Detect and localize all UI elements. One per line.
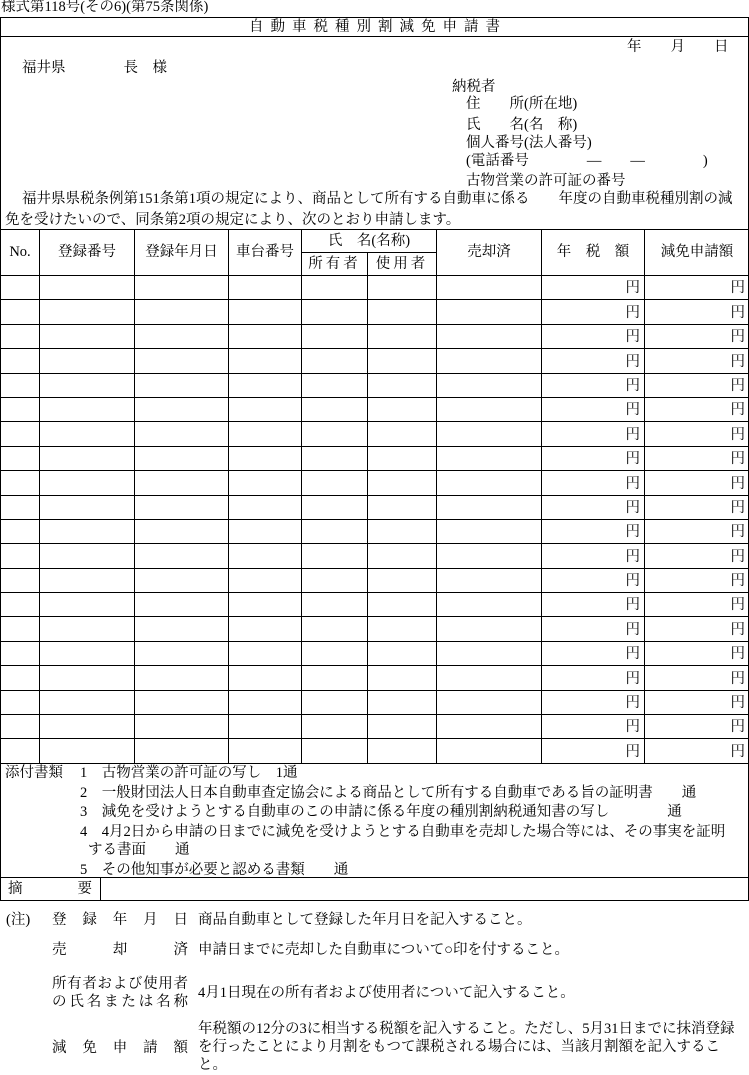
note-label-registration-date <box>52 912 188 929</box>
cell-reduction-amount: 円 <box>645 617 749 641</box>
cell-owner-name <box>302 715 368 739</box>
application-statement-line: 免を受けたいので、同条第2項の規定により、次のとおり申請します。 <box>5 212 461 228</box>
attachment-item-continuation: する書面 通 <box>88 842 190 858</box>
cell-registration-number <box>40 568 135 592</box>
cell-sold-mark <box>437 495 542 519</box>
cell-chassis-number <box>229 373 302 397</box>
cell-no <box>1 300 40 324</box>
cell-registration-number <box>40 446 135 470</box>
header-no: No. <box>1 230 40 276</box>
cell-registration-date <box>135 300 229 324</box>
note-description-line: 年税額の12分の3に相当する税額を記入すること。ただし、5月31日までに抹消登録 <box>198 1021 735 1037</box>
cell-annual-tax: 円 <box>542 373 645 397</box>
cell-registration-number <box>40 690 135 714</box>
cell-user-name <box>368 373 437 397</box>
taxpayer-phone-label: (電話番号 — — ) <box>466 153 708 169</box>
cell-chassis-number <box>229 715 302 739</box>
cell-user-name <box>368 324 437 348</box>
cell-reduction-amount: 円 <box>645 593 749 617</box>
cell-reduction-amount: 円 <box>645 324 749 348</box>
cell-registration-date <box>135 690 229 714</box>
cell-no <box>1 617 40 641</box>
cell-sold-mark <box>437 715 542 739</box>
cell-sold-mark <box>437 349 542 373</box>
note-label-sold <box>52 942 188 959</box>
cell-chassis-number <box>229 446 302 470</box>
cell-chassis-number <box>229 568 302 592</box>
cell-chassis-number <box>229 471 302 495</box>
cell-reduction-amount: 円 <box>645 276 749 300</box>
remarks-column-divider <box>100 877 101 900</box>
cell-annual-tax: 円 <box>542 641 645 665</box>
application-form-box <box>0 17 749 901</box>
cell-owner-name <box>302 739 368 763</box>
cell-reduction-amount: 円 <box>645 446 749 470</box>
cell-owner-name <box>302 519 368 543</box>
taxpayer-id-number-label: 個人番号(法人番号) <box>466 135 592 151</box>
cell-chassis-number <box>229 544 302 568</box>
note-description-reduction-amount <box>198 1020 743 1074</box>
cell-owner-name <box>302 324 368 348</box>
cell-reduction-amount: 円 <box>645 641 749 665</box>
table-row <box>1 641 749 665</box>
cell-registration-number <box>40 397 135 421</box>
cell-no <box>1 666 40 690</box>
cell-registration-number <box>40 666 135 690</box>
remarks-label: 摘 要 <box>8 881 92 897</box>
cell-annual-tax: 円 <box>542 276 645 300</box>
cell-no <box>1 446 40 470</box>
cell-owner-name <box>302 593 368 617</box>
cell-owner-name <box>302 544 368 568</box>
cell-reduction-amount: 円 <box>645 300 749 324</box>
cell-registration-number <box>40 641 135 665</box>
header-name: 氏 名(名称) <box>302 230 437 253</box>
cell-registration-number <box>40 739 135 763</box>
cell-no <box>1 641 40 665</box>
cell-annual-tax: 円 <box>542 300 645 324</box>
form-title-bar <box>1 18 748 37</box>
attachments-label: 添付書類 <box>5 765 63 781</box>
cell-registration-number <box>40 300 135 324</box>
cell-registration-date <box>135 568 229 592</box>
table-row <box>1 495 749 519</box>
remarks-divider <box>1 877 748 878</box>
cell-no <box>1 495 40 519</box>
header-sold: 売却済 <box>437 230 542 276</box>
cell-owner-name <box>302 446 368 470</box>
antique-dealer-license-label: 古物営業の許可証の番号 <box>466 173 626 189</box>
table-row <box>1 300 749 324</box>
cell-sold-mark <box>437 641 542 665</box>
attachment-item: 3 減免を受けようとする自動車のこの申請に係る年度の種別割納税通知書の写し 通 <box>80 804 682 820</box>
cell-registration-date <box>135 666 229 690</box>
table-row <box>1 349 749 373</box>
header-owner: 所有者 <box>302 253 368 276</box>
cell-no <box>1 349 40 373</box>
cell-owner-name <box>302 666 368 690</box>
cell-reduction-amount: 円 <box>645 715 749 739</box>
note-description-line: と。 <box>198 1057 227 1073</box>
application-statement-line: 福井県県税条例第151条第1項の規定により、商品として所有する自動車に係る 年度の自動車税種別割の減 <box>22 191 733 207</box>
cell-registration-date <box>135 397 229 421</box>
note-description-line: を行ったことにより月割をもつて課税される場合には、当該月割額を記入するこ <box>198 1039 720 1055</box>
taxpayer-address-label: 住 所(所在地) <box>466 96 578 112</box>
cell-user-name <box>368 715 437 739</box>
cell-chassis-number <box>229 617 302 641</box>
table-row <box>1 593 749 617</box>
notes-marker: (注) <box>6 912 31 928</box>
cell-user-name <box>368 544 437 568</box>
cell-chassis-number <box>229 397 302 421</box>
header-row <box>1 230 749 253</box>
cell-registration-date <box>135 349 229 373</box>
attachment-item: 1 古物営業の許可証の写し 1通 <box>80 765 298 781</box>
cell-registration-date <box>135 276 229 300</box>
cell-registration-number <box>40 519 135 543</box>
cell-sold-mark <box>437 397 542 421</box>
cell-reduction-amount: 円 <box>645 349 749 373</box>
cell-sold-mark <box>437 544 542 568</box>
cell-registration-date <box>135 471 229 495</box>
cell-annual-tax: 円 <box>542 544 645 568</box>
cell-annual-tax: 円 <box>542 397 645 421</box>
cell-registration-number <box>40 471 135 495</box>
cell-sold-mark <box>437 324 542 348</box>
header-reduction-amount: 減免申請額 <box>645 230 749 276</box>
cell-sold-mark <box>437 422 542 446</box>
cell-registration-date <box>135 641 229 665</box>
cell-sold-mark <box>437 373 542 397</box>
cell-user-name <box>368 641 437 665</box>
attachment-item: 5 その他知事が必要と認める書類 通 <box>80 862 349 878</box>
cell-registration-date <box>135 495 229 519</box>
cell-annual-tax: 円 <box>542 666 645 690</box>
taxpayer-label: 納税者 <box>452 79 496 95</box>
cell-user-name <box>368 568 437 592</box>
cell-no <box>1 276 40 300</box>
cell-registration-number <box>40 593 135 617</box>
table-row <box>1 666 749 690</box>
note-label-line: 所有者および使用者 <box>52 976 188 992</box>
cell-owner-name <box>302 349 368 373</box>
cell-user-name <box>368 446 437 470</box>
cell-owner-name <box>302 617 368 641</box>
cell-annual-tax: 円 <box>542 349 645 373</box>
cell-chassis-number <box>229 519 302 543</box>
table-row <box>1 324 749 348</box>
cell-registration-number <box>40 495 135 519</box>
cell-chassis-number <box>229 324 302 348</box>
cell-user-name <box>368 666 437 690</box>
cell-owner-name <box>302 276 368 300</box>
cell-reduction-amount: 円 <box>645 690 749 714</box>
cell-registration-number <box>40 349 135 373</box>
table-row <box>1 568 749 592</box>
attachment-item: 4 4月2日から申請の日までに減免を受けようとする自動車を売却した場合等には、その事実を証明 <box>80 824 726 840</box>
cell-reduction-amount: 円 <box>645 666 749 690</box>
cell-owner-name <box>302 495 368 519</box>
cell-sold-mark <box>437 739 542 763</box>
cell-reduction-amount: 円 <box>645 397 749 421</box>
cell-user-name <box>368 422 437 446</box>
table-row <box>1 544 749 568</box>
taxpayer-name-label: 氏 名(名 称) <box>466 117 578 133</box>
attachment-item: 2 一般財団法人日本自動車査定協会による商品として所有する自動車である旨の証明書 通 <box>80 785 697 801</box>
cell-sold-mark <box>437 471 542 495</box>
cell-registration-date <box>135 324 229 348</box>
cell-sold-mark <box>437 568 542 592</box>
cell-no <box>1 373 40 397</box>
header-annual-tax: 年 税 額 <box>542 230 645 276</box>
note-label-line: の氏名または名称 <box>52 994 188 1010</box>
cell-user-name <box>368 617 437 641</box>
table-row <box>1 715 749 739</box>
cell-sold-mark <box>437 519 542 543</box>
cell-annual-tax: 円 <box>542 715 645 739</box>
note-label-line: 登 録 年 月 日 <box>52 912 188 928</box>
cell-owner-name <box>302 397 368 421</box>
cell-chassis-number <box>229 495 302 519</box>
cell-reduction-amount: 円 <box>645 471 749 495</box>
cell-no <box>1 422 40 446</box>
cell-chassis-number <box>229 690 302 714</box>
addressee: 福井県 長 様 <box>22 60 167 76</box>
table-row <box>1 471 749 495</box>
cell-chassis-number <box>229 300 302 324</box>
cell-no <box>1 519 40 543</box>
vehicle-table <box>0 229 749 764</box>
cell-chassis-number <box>229 349 302 373</box>
cell-reduction-amount: 円 <box>645 422 749 446</box>
cell-sold-mark <box>437 593 542 617</box>
cell-user-name <box>368 300 437 324</box>
cell-registration-date <box>135 593 229 617</box>
cell-sold-mark <box>437 617 542 641</box>
cell-user-name <box>368 349 437 373</box>
cell-annual-tax: 円 <box>542 471 645 495</box>
note-label-owner-user-name <box>52 975 188 1011</box>
cell-no <box>1 471 40 495</box>
header-registration-number: 登録番号 <box>40 230 135 276</box>
form-title: 自動車税種別割減免申請書 <box>249 19 507 35</box>
cell-registration-date <box>135 446 229 470</box>
header-chassis-number: 車台番号 <box>229 230 302 276</box>
cell-annual-tax: 円 <box>542 446 645 470</box>
cell-registration-number <box>40 544 135 568</box>
cell-user-name <box>368 397 437 421</box>
cell-user-name <box>368 495 437 519</box>
table-row <box>1 690 749 714</box>
vehicle-table-body <box>1 276 749 764</box>
cell-registration-number <box>40 276 135 300</box>
cell-registration-date <box>135 373 229 397</box>
cell-chassis-number <box>229 593 302 617</box>
cell-sold-mark <box>437 666 542 690</box>
application-date-line: 年 月 日 <box>627 39 729 55</box>
table-row <box>1 373 749 397</box>
cell-sold-mark <box>437 276 542 300</box>
cell-owner-name <box>302 422 368 446</box>
cell-reduction-amount: 円 <box>645 568 749 592</box>
note-description-sold: 申請日までに売却した自動車について○印を付すること。 <box>198 942 569 958</box>
cell-owner-name <box>302 568 368 592</box>
cell-registration-number <box>40 324 135 348</box>
cell-registration-number <box>40 715 135 739</box>
vehicle-table-header <box>1 230 749 276</box>
note-label-line: 売 却 済 <box>52 942 188 958</box>
cell-user-name <box>368 739 437 763</box>
table-row <box>1 617 749 641</box>
cell-reduction-amount: 円 <box>645 519 749 543</box>
cell-chassis-number <box>229 739 302 763</box>
cell-no <box>1 690 40 714</box>
note-label-line: 減 免 申 請 額 <box>52 1040 188 1056</box>
form-number: 様式第118号(その6)(第75条関係) <box>1 0 209 15</box>
note-label-reduction-amount <box>52 1040 188 1057</box>
cell-no <box>1 568 40 592</box>
note-description-registration-date: 商品自動車として登録した年月日を記入すること。 <box>198 912 532 928</box>
cell-no <box>1 715 40 739</box>
cell-annual-tax: 円 <box>542 422 645 446</box>
cell-chassis-number <box>229 641 302 665</box>
cell-no <box>1 544 40 568</box>
cell-registration-date <box>135 739 229 763</box>
cell-reduction-amount: 円 <box>645 544 749 568</box>
cell-registration-number <box>40 422 135 446</box>
table-row <box>1 422 749 446</box>
table-row <box>1 276 749 300</box>
cell-registration-number <box>40 373 135 397</box>
cell-user-name <box>368 690 437 714</box>
cell-annual-tax: 円 <box>542 739 645 763</box>
cell-registration-date <box>135 422 229 446</box>
cell-owner-name <box>302 300 368 324</box>
cell-user-name <box>368 519 437 543</box>
cell-user-name <box>368 276 437 300</box>
table-row <box>1 519 749 543</box>
cell-chassis-number <box>229 276 302 300</box>
cell-chassis-number <box>229 422 302 446</box>
cell-annual-tax: 円 <box>542 324 645 348</box>
cell-no <box>1 397 40 421</box>
cell-user-name <box>368 471 437 495</box>
cell-registration-date <box>135 519 229 543</box>
cell-no <box>1 593 40 617</box>
cell-registration-date <box>135 544 229 568</box>
cell-reduction-amount: 円 <box>645 739 749 763</box>
cell-reduction-amount: 円 <box>645 495 749 519</box>
cell-registration-date <box>135 715 229 739</box>
table-row <box>1 397 749 421</box>
cell-owner-name <box>302 471 368 495</box>
note-description-owner-user-name: 4月1日現在の所有者および使用者について記入すること。 <box>198 985 575 1001</box>
cell-annual-tax: 円 <box>542 617 645 641</box>
cell-annual-tax: 円 <box>542 593 645 617</box>
cell-sold-mark <box>437 690 542 714</box>
cell-sold-mark <box>437 446 542 470</box>
cell-user-name <box>368 593 437 617</box>
header-registration-date: 登録年月日 <box>135 230 229 276</box>
cell-chassis-number <box>229 666 302 690</box>
table-row <box>1 446 749 470</box>
cell-annual-tax: 円 <box>542 495 645 519</box>
cell-reduction-amount: 円 <box>645 373 749 397</box>
cell-no <box>1 739 40 763</box>
cell-annual-tax: 円 <box>542 568 645 592</box>
cell-owner-name <box>302 373 368 397</box>
cell-registration-number <box>40 617 135 641</box>
table-row <box>1 739 749 763</box>
cell-registration-date <box>135 617 229 641</box>
cell-annual-tax: 円 <box>542 690 645 714</box>
cell-owner-name <box>302 641 368 665</box>
cell-sold-mark <box>437 300 542 324</box>
cell-owner-name <box>302 690 368 714</box>
header-user: 使用者 <box>368 253 437 276</box>
cell-no <box>1 324 40 348</box>
cell-annual-tax: 円 <box>542 519 645 543</box>
